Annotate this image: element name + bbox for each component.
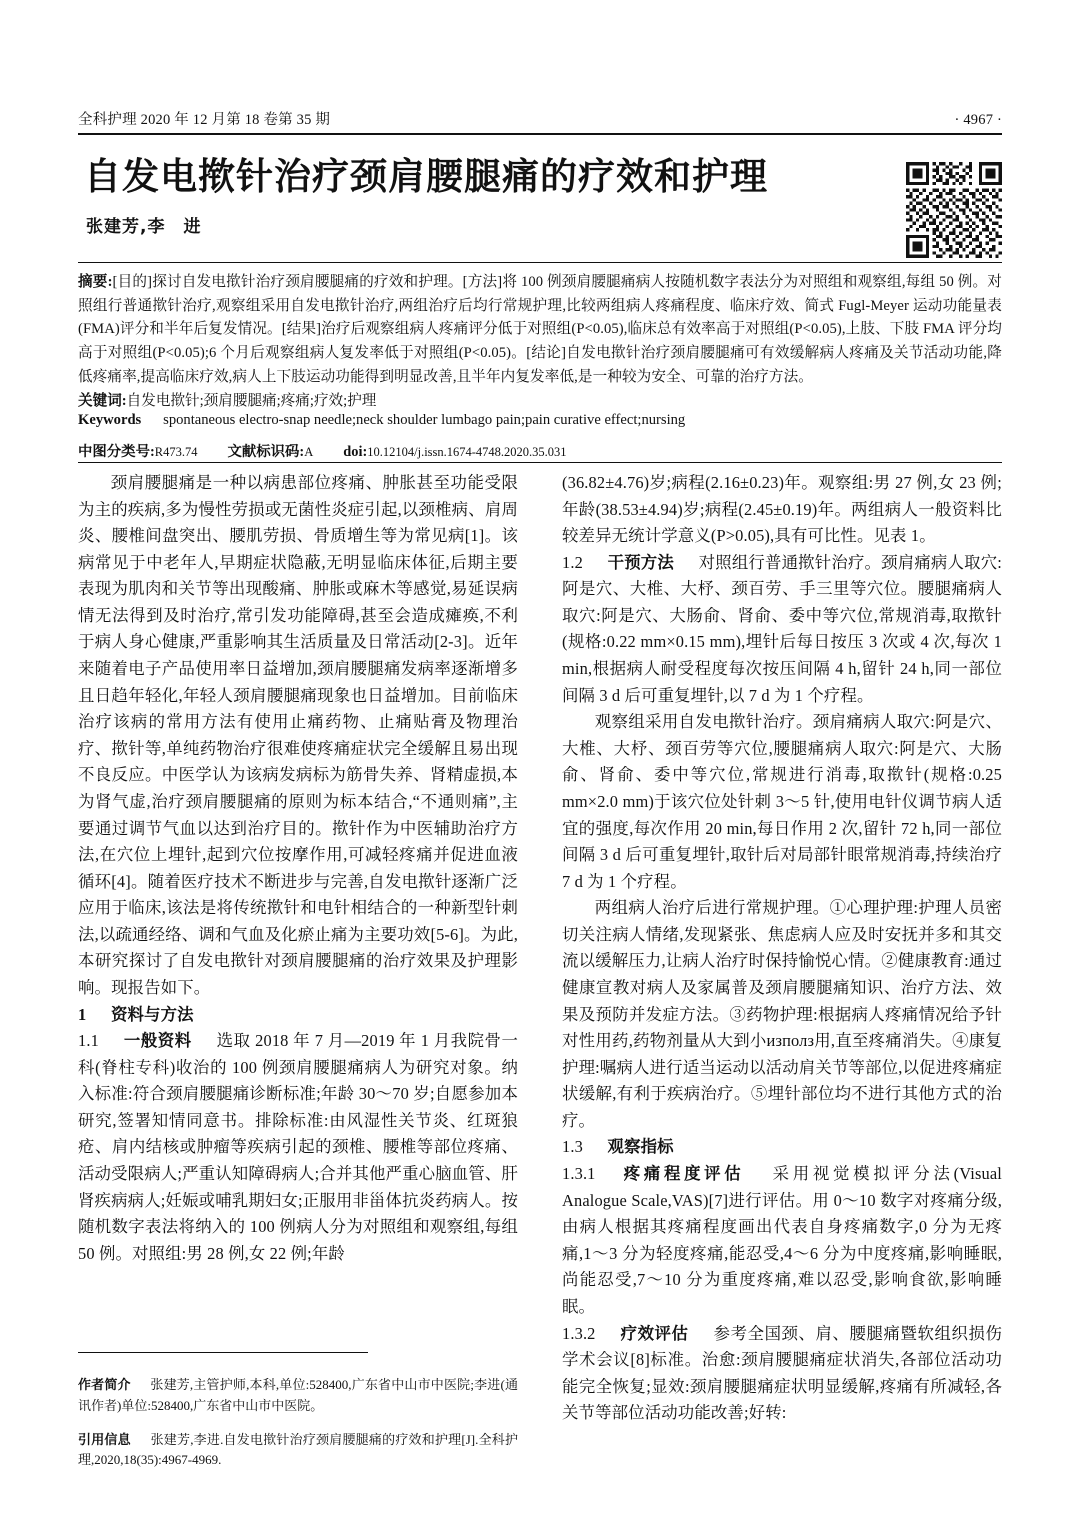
keywords-en [78,409,1002,432]
footnote-rule [78,1352,368,1353]
subsection-title: 干预方法 [607,552,674,572]
running-head [78,108,1002,129]
doc-label: 文献标识码: [227,444,305,460]
journal-issue-info: 全科护理 2020 年 12 月第 18 卷第 35 期 [78,112,331,128]
paragraph-continued: (36.82±4.76)岁;病程(2.16±0.23)年。观察组:男 27 例,女 23 例;年龄(38.53±4.94)岁;病程(2.45±0.19)年。两组病人一般资料比较差异无统计学意义(P>0.05),具有可比性。见表 1。 [562,473,1002,546]
keywords-cn-text: 自发电揿针;颈肩腰腿痛;疼痛;疗效;护理 [126,393,377,409]
citation-text: 张建芳,李进.自发电揿针治疗颈肩腰腿痛的疗效和护理[J].全科护理,2020,18(35):4967-4969. [78,1431,518,1468]
doi-label: doi: [343,444,368,460]
subsection-number: 1.2 [562,552,583,572]
abstract [78,271,1002,389]
subsection-1-3-1 [562,1161,1002,1320]
abstract-label: 摘要: [78,274,113,290]
keywords-en-label: Keywords [78,412,142,428]
subsection-number: 1.1 [78,1031,99,1051]
keywords-cn-label: 关键词: [78,393,127,409]
subsection-text: 采用视觉模拟评分法(Visual Analogue Scale,VAS)[7]进行评估。用 0～10 数字对疼痛分级,由病人根据其疼痛程度画出代表自身疼痛数字,0 分为无疼痛,1～3 分为轻度疼痛,能忍受,4～6 分为中度疼痛,影响睡眠,尚能忍受,7～10 分为重度疼痛,难以忍受,影响食欲,影响睡眠。 [562,1164,1002,1316]
author-bio [78,1375,518,1417]
subsection-text: 参考全国颈、肩、腰腿痛暨软组织损伤学术会议[8]标准。治愈:颈肩腰腿痛症状消失,各部位活动功能完全恢复;显效:颈肩腰腿痛症状明显缓解,疼痛有所减轻,各关节等部位活动功能改善;好转: [562,1323,1002,1423]
author-bio-label: 作者简介 [78,1377,131,1392]
doc-value: A [304,445,314,459]
section-title: 资料与方法 [110,1004,194,1024]
footnote [78,1362,518,1484]
subsection-title: 疼痛程度评估 [620,1164,745,1184]
subsection-1-3 [562,1134,1002,1161]
classification-line [78,440,1002,461]
abstract-rule-bottom [78,462,1002,463]
keywords-en-text: spontaneous electro-snap needle;neck shoulder lumbago pain;pain curative effect;nursing [163,412,686,428]
left-column [78,470,518,1267]
paragraph-intro: 颈肩腰腿痛是一种以病患部位疼痛、肿胀甚至功能受限为主的疾病,多为慢性劳损或无菌性炎症引起,以颈椎病、肩周炎、腰椎间盘突出、腰肌劳损、骨质增生等为常见病[1]。该病常见于中老年人,早期症状隐蔽,无明显临床体征,后期主要表现为肌肉和关节等出现酸痛、肿胀或麻木等感觉,易延误病情无法得到及时治疗,常引发功能障碍,甚至会造成瘫痪,不利于病人身心健康,严重影响其生活质量及日常活动[2-3]。近年来随着电子产品使用率日益增加,颈肩腰腿痛发病率逐渐增多且日趋年轻化,年轻人颈肩腰腿痛现象也日益增加。目前临床治疗该病的常用方法有使用止痛药物、止痛贴膏及物理治疗、揿针等,单纯药物治疗很难使疼痛症状完全缓解且易出现不良反应。中医学认为该病发病标为筋骨失养、肾精虚损,本为肾气虚,治疗颈肩腰腿痛的原则为标本结合,“不通则痛”,主要通过调节气血以达到治疗目的。揿针作为中医辅助治疗方法,在穴位上埋针,起到穴位按摩作用,可减轻疼痛并促进血液循环[4]。随着医疗技术不断进步与完善,自发电揿针逐渐广泛应用于临床,该法是将传统揿针和电针相结合的一种新型针刺法,以疏通经络、调和气血及化瘀止痛为主要功效[5-6]。为此,本研究探讨了自发电揿针对颈肩腰腿痛的治疗效果及护理影响。现报告如下。 [78,473,518,997]
author-bio-text: 张建芳,主管护师,本科,单位:528400,广东省中山市中医院;李进(通讯作者)单位:528400,广东省中山市中医院。 [78,1377,518,1413]
subsection-text: 选取 2018 年 7 月—2019 年 1 月我院骨一科(脊柱专科)收治的 100 例颈肩腰腿痛病人为研究对象。纳入标准:符合颈肩腰腿痛诊断标准;年龄 30～70 岁;自愿参加本研究,签署知情同意书。排除标准:由风湿性关节炎、红斑狼疮、肩内结核或肿瘤等疾病引起的颈椎、腰椎等部位疼痛、活动受限病人;严重认知障碍病人;合并其他严重心脑血管、肝肾疾病病人;妊娠或哺乳期妇女;正服用非甾体抗炎药病人。按随机数字表法将纳入的 100 例病人分为对照组和观察组,每组 50 例。对照组:男 28 例,女 22 例;年龄 [78,1031,518,1263]
page-title: 自发电揿针治疗颈肩腰腿痛的疗效和护理 [84,155,768,198]
cls-label: 中图分类号: [78,444,155,460]
citation-label: 引用信息 [78,1431,131,1447]
doi-value: 10.12104/j.issn.1674-4748.2020.35.031 [367,445,567,459]
qr-code-icon [906,162,1002,258]
cls-value: R473.74 [154,445,198,459]
paragraph-observation-group: 观察组采用自发电揿针治疗。颈肩痛病人取穴:阿是穴、大椎、大杼、颈百劳等穴位,腰腿痛病人取穴:阿是穴、大肠俞、肾俞、委中等穴位,常规进行消毒,取揿针(规格:0.25 mm×2.0 mm)于该穴位处针刺 3～5 针,使用电针仪调节病人适宜的强度,每次作用 20 min,每日作用 2 次,留针 72 h,同一部位间隔 3 d 后可重复埋针,取针后对局部针眼常规消毒,持续治疗 7 d 为 1 个疗程。 [562,712,1002,891]
subsection-number: 1.3.2 [562,1323,596,1343]
subsection-number: 1.3 [562,1137,583,1157]
citation-info [78,1430,518,1472]
right-column [562,470,1002,1427]
section-number: 1 [78,1004,87,1024]
subsection-number: 1.3.1 [562,1164,596,1184]
subsection-title: 观察指标 [607,1137,674,1157]
subsection-1-2 [562,550,1002,709]
section-heading-1 [78,1002,518,1029]
subsection-title: 疗效评估 [620,1323,689,1343]
subsection-text: 对照组行普通揿针治疗。颈肩痛病人取穴:阿是穴、大椎、大杼、颈百劳、手三里等穴位。腰腿痛病人取穴:阿是穴、大肠俞、肾俞、委中等穴位,常规消毒,取揿针(规格:0.22 mm×0.15 mm),埋针后每日按压 3 次或 4 次,每次 1 min,根据病人耐受程度每次按压间隔 4 h,留针 24 h,同一部位间隔 3 d 后可重复埋针,以 7 d 为 1 个疗程。 [562,552,1003,705]
authors: 张建芳,李 进 [86,217,202,237]
subsection-1-1 [78,1028,518,1267]
abstract-rule-top [78,262,1002,263]
subsection-title: 一般资料 [123,1031,192,1051]
paragraph-nursing: 两组病人治疗后进行常规护理。①心理护理:护理人员密切关注病人情绪,发现紧张、焦虑病人应及时安抚并多和其交流以缓解压力,让病人治疗时保持愉悦心情。②健康教育:通过健康宣教对病人及家属普及颈肩腰腿痛知识、治疗方法、效果及预防并发症方法。③药物护理:根据病人疼痛情况给予针对性用药,药物剂量从大到小използ用,直至疼痛消失。④康复护理:嘱病人进行适当运动以活动肩关节等部位,以促进疼痛症状缓解,有利于疾病治疗。⑤埋针部位均不进行其他方式的治疗。 [562,898,1002,1130]
subsection-1-3-2 [562,1321,1002,1427]
abstract-text: [目的]探讨自发电揿针治疗颈肩腰腿痛的疗效和护理。[方法]将 100 例颈肩腰腿痛病人按随机数字表法分为对照组和观察组,每组 50 例。对照组行普通揿针治疗,观察组采用自发电揿针治疗,两组治疗后均行常规护理,比较两组病人疼痛程度、临床疗效、简式 Fugl-Meyer 运动功能量表(FMA)评分和半年后复发情况。[结果]治疗后观察组病人疼痛评分低于对照组(P<0.05),临床总有效率高于对照组(P<0.05),上肢、下肢 FMA 评分均高于对照组(P<0.05);6 个月后观察组病人复发率低于对照组(P<0.05)。[结论]自发电揿针治疗颈肩腰腿痛可有效缓解病人疼痛及关节活动功能,降低疼痛率,提高临床疗效,病人上下肢运动功能得到明显改善,且半年内复发率低,是一种较为安全、可靠的治疗方法。 [78,274,1002,385]
page-number: · 4967 · [954,112,1002,128]
header-rule [78,133,1002,135]
